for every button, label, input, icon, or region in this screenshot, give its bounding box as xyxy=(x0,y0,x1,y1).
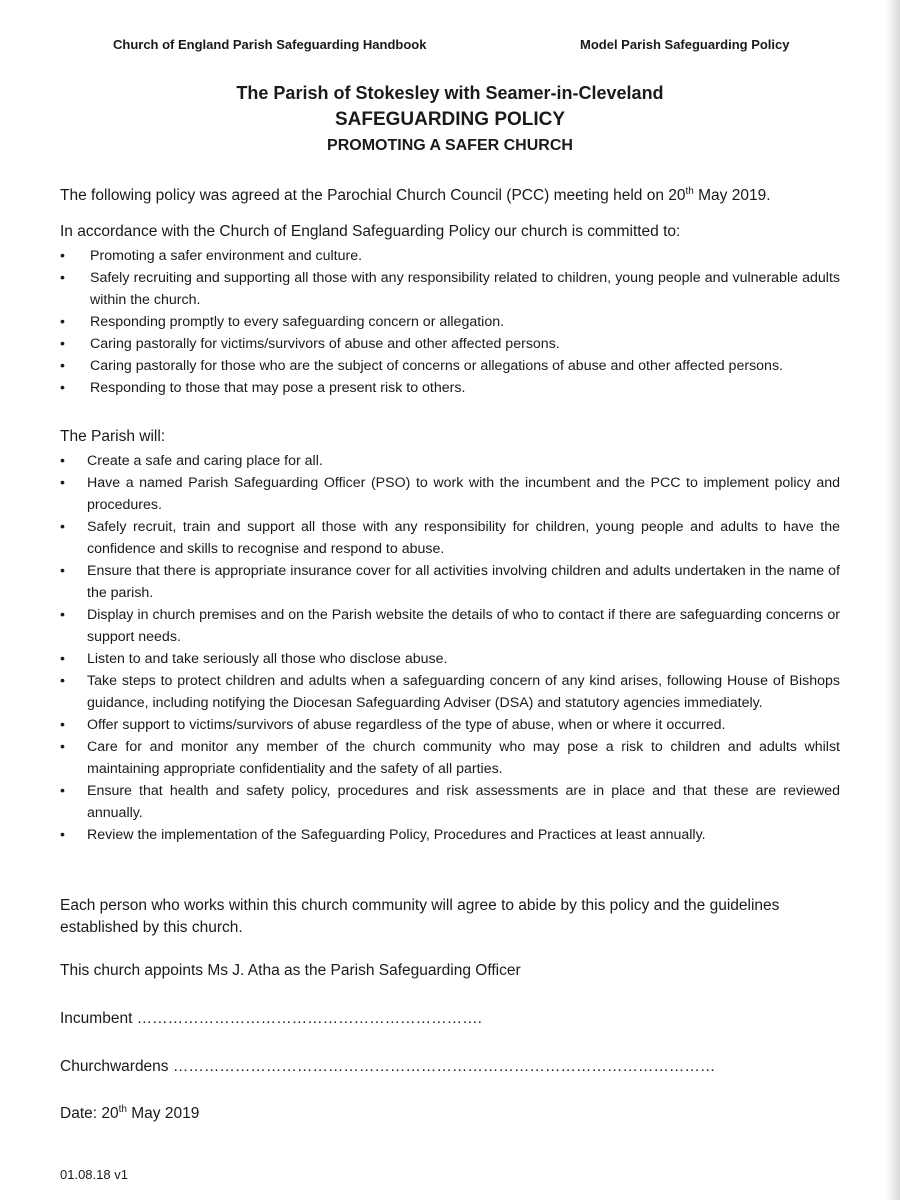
bullet-icon: • xyxy=(60,380,65,396)
commitment-lead: In accordance with the Church of England Safeguarding Policy our church is committed to: xyxy=(60,223,681,240)
version-footer: 01.08.18 v1 xyxy=(60,1167,128,1182)
intro-paragraph: The following policy was agreed at the Parochial Church Council (PCC) meeting held on 20th May 2019. xyxy=(60,185,771,204)
parish-will-list xyxy=(60,450,840,846)
bullet-icon: • xyxy=(60,358,65,374)
bullet-icon: • xyxy=(60,314,65,330)
incumbent-signature-line: Incumbent …………………………………………………………. xyxy=(60,1010,482,1027)
list-item: • Caring pastorally for victims/survivors of abuse and other affected persons. xyxy=(60,333,840,355)
list-item: • Safely recruit, train and support all those with any responsibility for children, young people and adults to have the confidence and skills to recognise and respond to abuse. xyxy=(60,516,840,560)
ordinal-suffix: th xyxy=(118,1103,127,1115)
list-item: • Take steps to protect children and adults when a safeguarding concern of any kind arises, following House of Bishops guidance, including notifying the Diocesan Safeguarding Adviser (DSA) and statutory agencies immediately. xyxy=(60,670,840,714)
bullet-icon: • xyxy=(60,563,65,579)
list-item: • Offer support to victims/survivors of abuse regardless of the type of abuse, when or where it occurred. xyxy=(60,714,840,736)
list-item: • Caring pastorally for those who are the subject of concerns or allegations of abuse and other affected persons. xyxy=(60,355,840,377)
title-block xyxy=(0,80,900,159)
bullet-icon: • xyxy=(60,783,65,799)
list-item: • Care for and monitor any member of the church community who may pose a risk to children and adults whilst maintaining appropriate confidentiality and the safety of all parties. xyxy=(60,736,840,780)
list-item: • Responding promptly to every safeguarding concern or allegation. xyxy=(60,311,840,333)
bullet-icon: • xyxy=(60,336,65,352)
bullet-icon: • xyxy=(60,248,65,264)
list-item: • Ensure that there is appropriate insurance cover for all activities involving children and adults undertaken in the name of the parish. xyxy=(60,560,840,604)
bullet-icon: • xyxy=(60,270,65,286)
list-item: • Ensure that health and safety policy, procedures and risk assessments are in place and that these are reviewed annually. xyxy=(60,780,840,824)
policy-title: SAFEGUARDING POLICY xyxy=(334,109,566,130)
appointment-paragraph: This church appoints Ms J. Atha as the Parish Safeguarding Officer xyxy=(60,962,521,979)
bullet-icon: • xyxy=(60,519,65,535)
list-item: • Review the implementation of the Safeguarding Policy, Procedures and Practices at least annually. xyxy=(60,824,840,846)
page-edge-shadow xyxy=(886,0,900,1200)
list-item: • Create a safe and caring place for all. xyxy=(60,450,840,472)
bullet-icon: • xyxy=(60,607,65,623)
list-item: • Display in church premises and on the Parish website the details of who to contact if there are safeguarding concerns or support needs. xyxy=(60,604,840,648)
list-item: • Responding to those that may pose a present risk to others. xyxy=(60,377,840,399)
signature-date: Date: 20th May 2019 xyxy=(60,1103,200,1122)
bullet-icon: • xyxy=(60,651,65,667)
bullet-icon: • xyxy=(60,717,65,733)
list-item: • Have a named Parish Safeguarding Officer (PSO) to work with the incumbent and the PCC to implement policy and procedures. xyxy=(60,472,840,516)
list-item: • Safely recruiting and supporting all those with any responsibility related to children, young people and vulnerable adults within the church. xyxy=(60,267,840,311)
bullet-icon: • xyxy=(60,673,65,689)
agreement-paragraph: Each person who works within this church community will agree to abide by this policy and the guidelines established by this church. xyxy=(60,897,780,936)
parish-name: The Parish of Stokesley with Seamer-in-Cleveland xyxy=(236,83,664,103)
list-item: • Listen to and take seriously all those who disclose abuse. xyxy=(60,648,840,670)
policy-subtitle: PROMOTING A SAFER CHURCH xyxy=(327,137,573,154)
ordinal-suffix: th xyxy=(685,185,694,197)
commitment-list xyxy=(60,245,840,399)
churchwardens-signature-line: Churchwardens …………………………………………………………………………………………… xyxy=(60,1058,716,1075)
list-item: • Promoting a safer environment and culture. xyxy=(60,245,840,267)
bullet-icon: • xyxy=(60,827,65,843)
bullet-icon: • xyxy=(60,475,65,491)
header-handbook-title: Church of England Parish Safeguarding Handbook xyxy=(113,37,427,52)
bullet-icon: • xyxy=(60,453,65,469)
parish-will-lead: The Parish will: xyxy=(60,428,166,445)
header-policy-title: Model Parish Safeguarding Policy xyxy=(580,37,790,52)
bullet-icon: • xyxy=(60,739,65,755)
